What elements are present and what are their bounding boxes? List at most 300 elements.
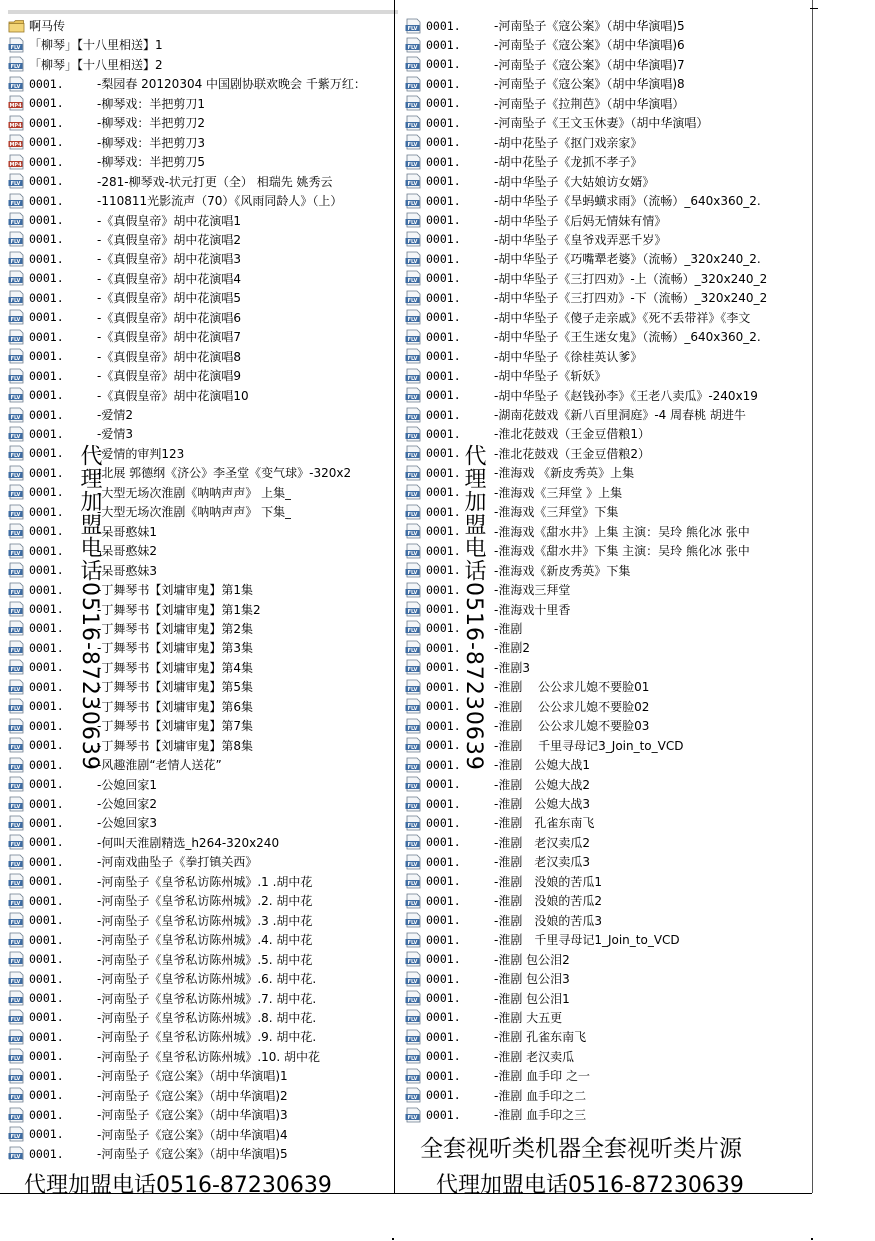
file-row[interactable]: [8, 638, 393, 657]
svg-text:FLV: FLV: [10, 628, 21, 635]
file-row[interactable]: [8, 677, 393, 696]
file-name: -淮海戏三拜堂: [494, 583, 571, 598]
file-number: 0001.: [29, 543, 64, 558]
file-row[interactable]: [8, 386, 393, 405]
file-row[interactable]: [8, 1027, 393, 1046]
file-row[interactable]: [405, 386, 810, 405]
file-row[interactable]: [8, 424, 393, 443]
file-row[interactable]: [405, 113, 810, 132]
file-row[interactable]: [405, 249, 810, 268]
svg-text:FLV: FLV: [407, 297, 418, 304]
file-row[interactable]: [8, 347, 393, 366]
file-number: 0001.: [426, 115, 461, 130]
file-row[interactable]: [405, 288, 810, 307]
file-number: 0001.: [29, 504, 64, 519]
file-name: -河南坠子《王文玉休妻》（胡中华演唱）: [494, 116, 709, 131]
file-row[interactable]: [8, 1105, 393, 1124]
flv-file-icon: [8, 679, 25, 695]
svg-text:FLV: FLV: [10, 609, 21, 615]
file-name: -河南坠子《拉荆芭》（胡中华演唱）: [494, 96, 685, 111]
file-row[interactable]: [405, 16, 810, 35]
file-row[interactable]: [8, 483, 393, 502]
file-name: -河南坠子《皇爷私访陈州城》.7. 胡中花.: [97, 991, 317, 1006]
file-row[interactable]: [8, 55, 393, 74]
file-number: 0001.: [426, 757, 461, 772]
file-name: -胡中华坠子《傻子走亲戚》《死不丢带祥》《李文: [494, 310, 751, 325]
file-row[interactable]: [405, 950, 810, 969]
file-row[interactable]: [8, 697, 393, 716]
file-name: -淮剧 千里寻母记3_Join_to_VCD: [494, 738, 684, 753]
file-name: -胡中华坠子《三打四劝》-下（流畅）_320x240_2: [494, 291, 768, 306]
file-name: -《真假皇帝》胡中花演唱7: [97, 330, 241, 345]
file-row[interactable]: [405, 347, 810, 366]
folder-icon: [8, 18, 25, 34]
flv-file-icon: [405, 484, 422, 500]
svg-text:FLV: FLV: [10, 511, 21, 518]
file-name: -公媳回家1: [97, 777, 157, 792]
file-row[interactable]: [405, 969, 810, 988]
file-name: -淮剧 包公泪2: [494, 952, 570, 967]
flv-file-icon: [8, 932, 25, 948]
file-row[interactable]: [8, 911, 393, 930]
file-row[interactable]: [8, 269, 393, 288]
file-number: 0001.: [426, 18, 461, 33]
file-name: -柳琴戏：半把剪刀5: [97, 155, 205, 170]
flv-file-icon: [405, 737, 422, 753]
file-name: -胡中华坠子《后妈无情妹有情》: [494, 213, 667, 228]
flv-file-icon: [8, 1029, 25, 1045]
file-number: 0001.: [426, 991, 461, 1005]
file-name: 「柳琴」【十八里相送】1: [29, 38, 163, 53]
file-row[interactable]: [405, 152, 810, 171]
file-number: 0001.: [29, 1049, 64, 1064]
file-row[interactable]: [405, 833, 810, 852]
file-row[interactable]: [8, 561, 393, 580]
svg-text:FLV: FLV: [407, 978, 418, 985]
file-number: 0001.: [426, 329, 461, 344]
svg-text:FLV: FLV: [407, 25, 418, 32]
svg-text:FLV: FLV: [10, 297, 21, 304]
flv-file-icon: [8, 270, 25, 286]
file-number: 0001.: [426, 952, 461, 967]
slogan-banner: 全套视听类机器全套视听类片源: [420, 1136, 742, 1162]
svg-text:FLV: FLV: [10, 725, 21, 732]
file-number: 0001.: [29, 115, 64, 130]
svg-text:FLV: FLV: [10, 220, 21, 226]
right-border: [812, 0, 813, 1193]
file-row[interactable]: [405, 366, 810, 385]
svg-text:FLV: FLV: [407, 220, 418, 226]
file-name: 啊马传: [29, 19, 66, 33]
file-row[interactable]: [8, 211, 393, 230]
file-number: 0001.: [29, 738, 64, 753]
svg-text:FLV: FLV: [10, 258, 21, 265]
file-number: 0001.: [426, 874, 461, 889]
file-row[interactable]: [405, 308, 810, 327]
file-row[interactable]: [8, 405, 393, 424]
svg-text:FLV: FLV: [407, 44, 418, 51]
file-row[interactable]: [405, 1066, 810, 1085]
file-number: 0001.: [426, 135, 461, 150]
svg-text:FLV: FLV: [10, 1075, 21, 1082]
flv-file-icon: [405, 912, 422, 928]
file-row[interactable]: [8, 1047, 393, 1066]
file-row[interactable]: [8, 1086, 393, 1105]
flv-file-icon: [8, 815, 25, 831]
file-row[interactable]: [405, 327, 810, 346]
file-number: 0001.: [426, 310, 461, 325]
file-row[interactable]: [8, 541, 393, 560]
flv-file-icon: [8, 1068, 25, 1084]
file-row[interactable]: [405, 1008, 810, 1027]
left-file-list: [8, 0, 393, 1160]
file-row[interactable]: [8, 522, 393, 541]
file-number: 0001.: [29, 329, 64, 344]
flv-file-icon: [405, 329, 422, 345]
file-row[interactable]: [8, 366, 393, 385]
column-divider: [394, 0, 395, 1193]
file-name: -淮剧 血手印之二: [494, 1088, 587, 1103]
svg-text:FLV: FLV: [407, 745, 418, 752]
file-name: -淮海戏《甜水井》上集 主演：吴玲 熊化冰 张中: [494, 524, 750, 539]
svg-text:FLV: FLV: [10, 745, 21, 752]
file-row[interactable]: [8, 1008, 393, 1027]
svg-text:FLV: FLV: [407, 1114, 418, 1121]
file-name: -淮海戏《三拜堂》下集: [494, 505, 619, 520]
file-row[interactable]: [8, 502, 393, 521]
file-row[interactable]: [8, 444, 393, 463]
file-number: 0001.: [426, 57, 461, 72]
file-name: -《真假皇帝》胡中花演唱10: [97, 388, 249, 403]
file-number: 0001.: [426, 1049, 461, 1064]
svg-text:FLV: FLV: [407, 784, 418, 791]
file-number: 0001.: [426, 699, 461, 714]
file-number: 0001.: [426, 679, 461, 694]
svg-text:FLV: FLV: [407, 433, 418, 440]
file-row[interactable]: [405, 172, 810, 191]
flv-file-icon: [405, 562, 422, 578]
flv-file-icon: [405, 309, 422, 325]
flv-file-icon: [405, 990, 422, 1006]
file-number: 0001.: [29, 991, 64, 1005]
svg-text:FLV: FLV: [10, 317, 21, 324]
file-row[interactable]: [8, 969, 393, 988]
flv-file-icon: [405, 56, 422, 72]
file-name: -淮海戏《三拜堂 》上集: [494, 485, 623, 500]
file-number: 0001.: [29, 1107, 64, 1122]
svg-text:FLV: FLV: [407, 258, 418, 265]
flv-file-icon: [405, 407, 422, 423]
file-row[interactable]: [405, 74, 810, 93]
file-name: -淮剧 包公泪3: [494, 972, 570, 987]
file-row[interactable]: [405, 911, 810, 930]
file-number: 0001.: [29, 232, 64, 247]
svg-text:FLV: FLV: [10, 531, 21, 538]
file-row[interactable]: [405, 891, 810, 910]
flv-file-icon: [8, 1048, 25, 1064]
svg-text:FLV: FLV: [10, 570, 21, 577]
file-name: -丁舞琴书【刘墉审鬼】第2集: [97, 621, 253, 636]
flv-file-icon: [405, 776, 422, 792]
file-row[interactable]: [405, 930, 810, 949]
file-number: 0001.: [29, 193, 64, 208]
file-name: -胡中华坠子《徐桂英认爹》: [494, 349, 643, 364]
file-row[interactable]: [8, 230, 393, 249]
flv-file-icon: [405, 173, 422, 189]
file-number: 0001.: [426, 76, 461, 91]
file-name: -《真假皇帝》胡中花演唱6: [97, 310, 241, 325]
file-row[interactable]: [8, 1144, 393, 1160]
corner-tick: [810, 8, 818, 9]
flv-file-icon: [405, 76, 422, 92]
file-name: -淮剧 没娘的苦瓜2: [494, 894, 602, 909]
mp4-file-icon: [8, 95, 25, 111]
flv-file-icon: [405, 854, 422, 870]
file-row[interactable]: [405, 94, 810, 113]
svg-text:FLV: FLV: [407, 647, 418, 654]
file-row[interactable]: [8, 172, 393, 191]
file-name: -丁舞琴书【刘墉审鬼】第8集: [97, 738, 253, 753]
file-number: 0001.: [426, 388, 461, 403]
file-number: 0001.: [426, 582, 461, 597]
file-row[interactable]: [8, 950, 393, 969]
file-number: 0001.: [426, 174, 461, 189]
file-name: -大型无场次淮剧《呐呐声声》 上集_: [97, 485, 292, 500]
svg-text:FLV: FLV: [407, 861, 418, 868]
file-row[interactable]: [405, 1086, 810, 1105]
svg-text:FLV: FLV: [10, 200, 21, 207]
svg-text:FLV: FLV: [407, 161, 418, 168]
flv-file-icon: [405, 796, 422, 812]
file-name: -淮海戏《甜水井》下集 主演：吴玲 熊化冰 张中: [494, 544, 750, 559]
svg-text:FLV: FLV: [10, 822, 21, 829]
svg-text:FLV: FLV: [10, 784, 21, 791]
file-name: -281-柳琴戏-状元打更（全） 相瑞先 姚秀云: [97, 174, 333, 189]
file-row[interactable]: [8, 327, 393, 346]
file-row[interactable]: [8, 872, 393, 891]
file-name: -胡中华坠子《斩妖》: [494, 369, 607, 384]
flv-file-icon: [8, 368, 25, 384]
file-row[interactable]: [405, 1027, 810, 1046]
flv-file-icon: [405, 932, 422, 948]
svg-text:FLV: FLV: [407, 83, 418, 90]
file-number: 0001.: [29, 485, 64, 500]
file-number: 0001.: [29, 1146, 64, 1160]
file-name: -胡中华坠子《皇爷戏弄恶千岁》: [494, 232, 667, 247]
file-row[interactable]: [8, 113, 393, 132]
flv-file-icon: [405, 37, 422, 53]
flv-file-icon: [405, 426, 422, 442]
file-row[interactable]: [405, 35, 810, 54]
svg-text:FLV: FLV: [10, 803, 21, 810]
file-row[interactable]: [405, 1047, 810, 1066]
file-name: -呆哥憨妹1: [97, 524, 157, 539]
svg-text:FLV: FLV: [407, 511, 418, 518]
svg-text:FLV: FLV: [407, 900, 418, 907]
flv-file-icon: [8, 834, 25, 850]
flv-file-icon: [405, 718, 422, 734]
file-row[interactable]: [8, 463, 393, 482]
file-row[interactable]: [8, 288, 393, 307]
file-number: 0001.: [29, 757, 64, 772]
file-row[interactable]: [8, 813, 393, 832]
file-number: 0001.: [29, 874, 64, 889]
svg-text:FLV: FLV: [407, 609, 418, 615]
file-row[interactable]: [8, 152, 393, 171]
svg-text:FLV: FLV: [407, 414, 418, 421]
file-name: -河南坠子《寇公案》（胡中华演唱)8: [494, 77, 685, 92]
file-number: 0001.: [29, 426, 64, 441]
file-name: -淮剧 老汉卖瓜: [494, 1049, 575, 1064]
flv-file-icon: [8, 757, 25, 773]
file-number: 0001.: [29, 271, 64, 286]
flv-file-icon: [8, 348, 25, 364]
file-number: 0001.: [29, 76, 64, 91]
file-number: 0001.: [426, 660, 461, 675]
file-name: -淮海戏 《新皮秀英》上集: [494, 466, 635, 481]
file-number: 0001.: [426, 1068, 461, 1083]
file-number: 0001.: [29, 699, 64, 714]
flv-file-icon: [405, 834, 422, 850]
file-name: -丁舞琴书【刘墉审鬼】第1集2: [97, 602, 261, 617]
watermark-phone-vertical-right: 代理加盟电话0516-87230639: [461, 444, 486, 771]
file-row[interactable]: [8, 775, 393, 794]
file-name: -爱情的审判123: [97, 446, 185, 461]
file-row[interactable]: [8, 35, 393, 54]
file-row[interactable]: [8, 891, 393, 910]
file-name: -河南坠子《寇公案》（胡中华演唱)7: [494, 57, 685, 72]
file-name: -《真假皇帝》胡中花演唱4: [97, 271, 241, 286]
flv-file-icon: [8, 718, 25, 734]
flv-file-icon: [8, 776, 25, 792]
file-number: 0001.: [29, 621, 64, 636]
file-row[interactable]: [8, 249, 393, 268]
file-row[interactable]: [8, 74, 393, 93]
file-row[interactable]: [8, 794, 393, 813]
folder-row[interactable]: [8, 16, 393, 35]
file-name: 「柳琴」【十八里相送】2: [29, 57, 163, 72]
file-number: 0001.: [29, 1029, 64, 1044]
file-number: 0001.: [426, 154, 461, 169]
flv-file-icon: [405, 971, 422, 987]
svg-text:FLV: FLV: [10, 900, 21, 907]
file-number: 0001.: [29, 582, 64, 597]
svg-text:FLV: FLV: [407, 570, 418, 577]
file-row[interactable]: [8, 658, 393, 677]
file-row[interactable]: [8, 133, 393, 152]
svg-text:FLV: FLV: [407, 1095, 418, 1102]
file-row[interactable]: [8, 600, 393, 619]
file-row[interactable]: [8, 716, 393, 735]
flv-file-icon: [405, 212, 422, 228]
file-row[interactable]: [405, 405, 810, 424]
file-row[interactable]: [405, 852, 810, 871]
svg-text:FLV: FLV: [10, 647, 21, 654]
flv-file-icon: [8, 426, 25, 442]
svg-text:FLV: FLV: [407, 336, 418, 343]
file-number: 0001.: [29, 835, 64, 850]
file-row[interactable]: [8, 833, 393, 852]
flv-file-icon: [8, 562, 25, 578]
svg-text:FLV: FLV: [407, 356, 418, 363]
watermark-phone-vertical-left: 代理加盟电话0516-87230639: [77, 444, 102, 771]
flv-file-icon: [8, 1087, 25, 1103]
file-name: -《真假皇帝》胡中花演唱1: [97, 213, 241, 228]
file-row[interactable]: [8, 619, 393, 638]
flv-file-icon: [405, 290, 422, 306]
file-row[interactable]: [8, 94, 393, 113]
file-row[interactable]: [405, 794, 810, 813]
file-number: 0001.: [29, 815, 64, 830]
file-row[interactable]: [405, 775, 810, 794]
file-row[interactable]: [8, 852, 393, 871]
svg-text:FLV: FLV: [10, 939, 21, 946]
file-name: -淮剧 公公求儿媳不要脸02: [494, 699, 650, 714]
file-row[interactable]: [405, 191, 810, 210]
file-row[interactable]: [8, 989, 393, 1008]
file-row[interactable]: [8, 308, 393, 327]
svg-text:FLV: FLV: [10, 278, 21, 285]
svg-text:FLV: FLV: [407, 550, 418, 557]
file-row[interactable]: [8, 755, 393, 774]
file-number: 0001.: [426, 718, 461, 733]
file-number: 0001.: [29, 290, 64, 305]
file-name: -《真假皇帝》胡中花演唱5: [97, 291, 241, 306]
flv-file-icon: [405, 115, 422, 131]
file-name: -河南坠子《皇爷私访陈州城》.4. 胡中花: [97, 933, 313, 948]
file-number: 0001.: [426, 563, 461, 578]
flv-file-icon: [8, 387, 25, 403]
flv-file-icon: [8, 543, 25, 559]
file-row[interactable]: [8, 580, 393, 599]
file-name: -淮剧: [494, 621, 523, 636]
file-number: 0001.: [426, 815, 461, 830]
flv-file-icon: [405, 1029, 422, 1045]
flv-file-icon: [8, 407, 25, 423]
flv-file-icon: [8, 484, 25, 500]
svg-text:FLV: FLV: [407, 395, 418, 402]
file-number: 0001.: [29, 524, 64, 539]
file-name: -淮剧 公公求儿媳不要脸03: [494, 719, 650, 734]
mp4-file-icon: [8, 134, 25, 150]
file-name: -河南坠子《皇爷私访陈州城》.8. 胡中花.: [97, 1010, 317, 1025]
file-name: -公媳回家3: [97, 816, 157, 831]
file-row[interactable]: [405, 211, 810, 230]
flv-file-icon: [8, 601, 25, 617]
file-name: -淮剧 千里寻母记1_Join_to_VCD: [494, 933, 680, 948]
file-row[interactable]: [8, 1066, 393, 1085]
file-row[interactable]: [8, 191, 393, 210]
file-row[interactable]: [405, 424, 810, 443]
file-row[interactable]: [405, 133, 810, 152]
svg-text:FLV: FLV: [407, 686, 418, 693]
file-row[interactable]: [405, 872, 810, 891]
svg-text:FLV: FLV: [10, 414, 21, 421]
file-row[interactable]: [405, 230, 810, 249]
file-row[interactable]: [405, 1105, 810, 1124]
file-row[interactable]: [405, 269, 810, 288]
svg-text:FLV: FLV: [10, 1134, 21, 1141]
file-row[interactable]: [405, 989, 810, 1008]
file-row[interactable]: [8, 930, 393, 949]
file-row[interactable]: [8, 1125, 393, 1144]
file-name: -胡中华坠子《三打四劝》-上（流畅）_320x240_2: [494, 271, 768, 286]
file-row[interactable]: [405, 813, 810, 832]
svg-text:FLV: FLV: [10, 686, 21, 693]
file-row[interactable]: [405, 55, 810, 74]
flv-file-icon: [8, 523, 25, 539]
file-row[interactable]: [8, 736, 393, 755]
